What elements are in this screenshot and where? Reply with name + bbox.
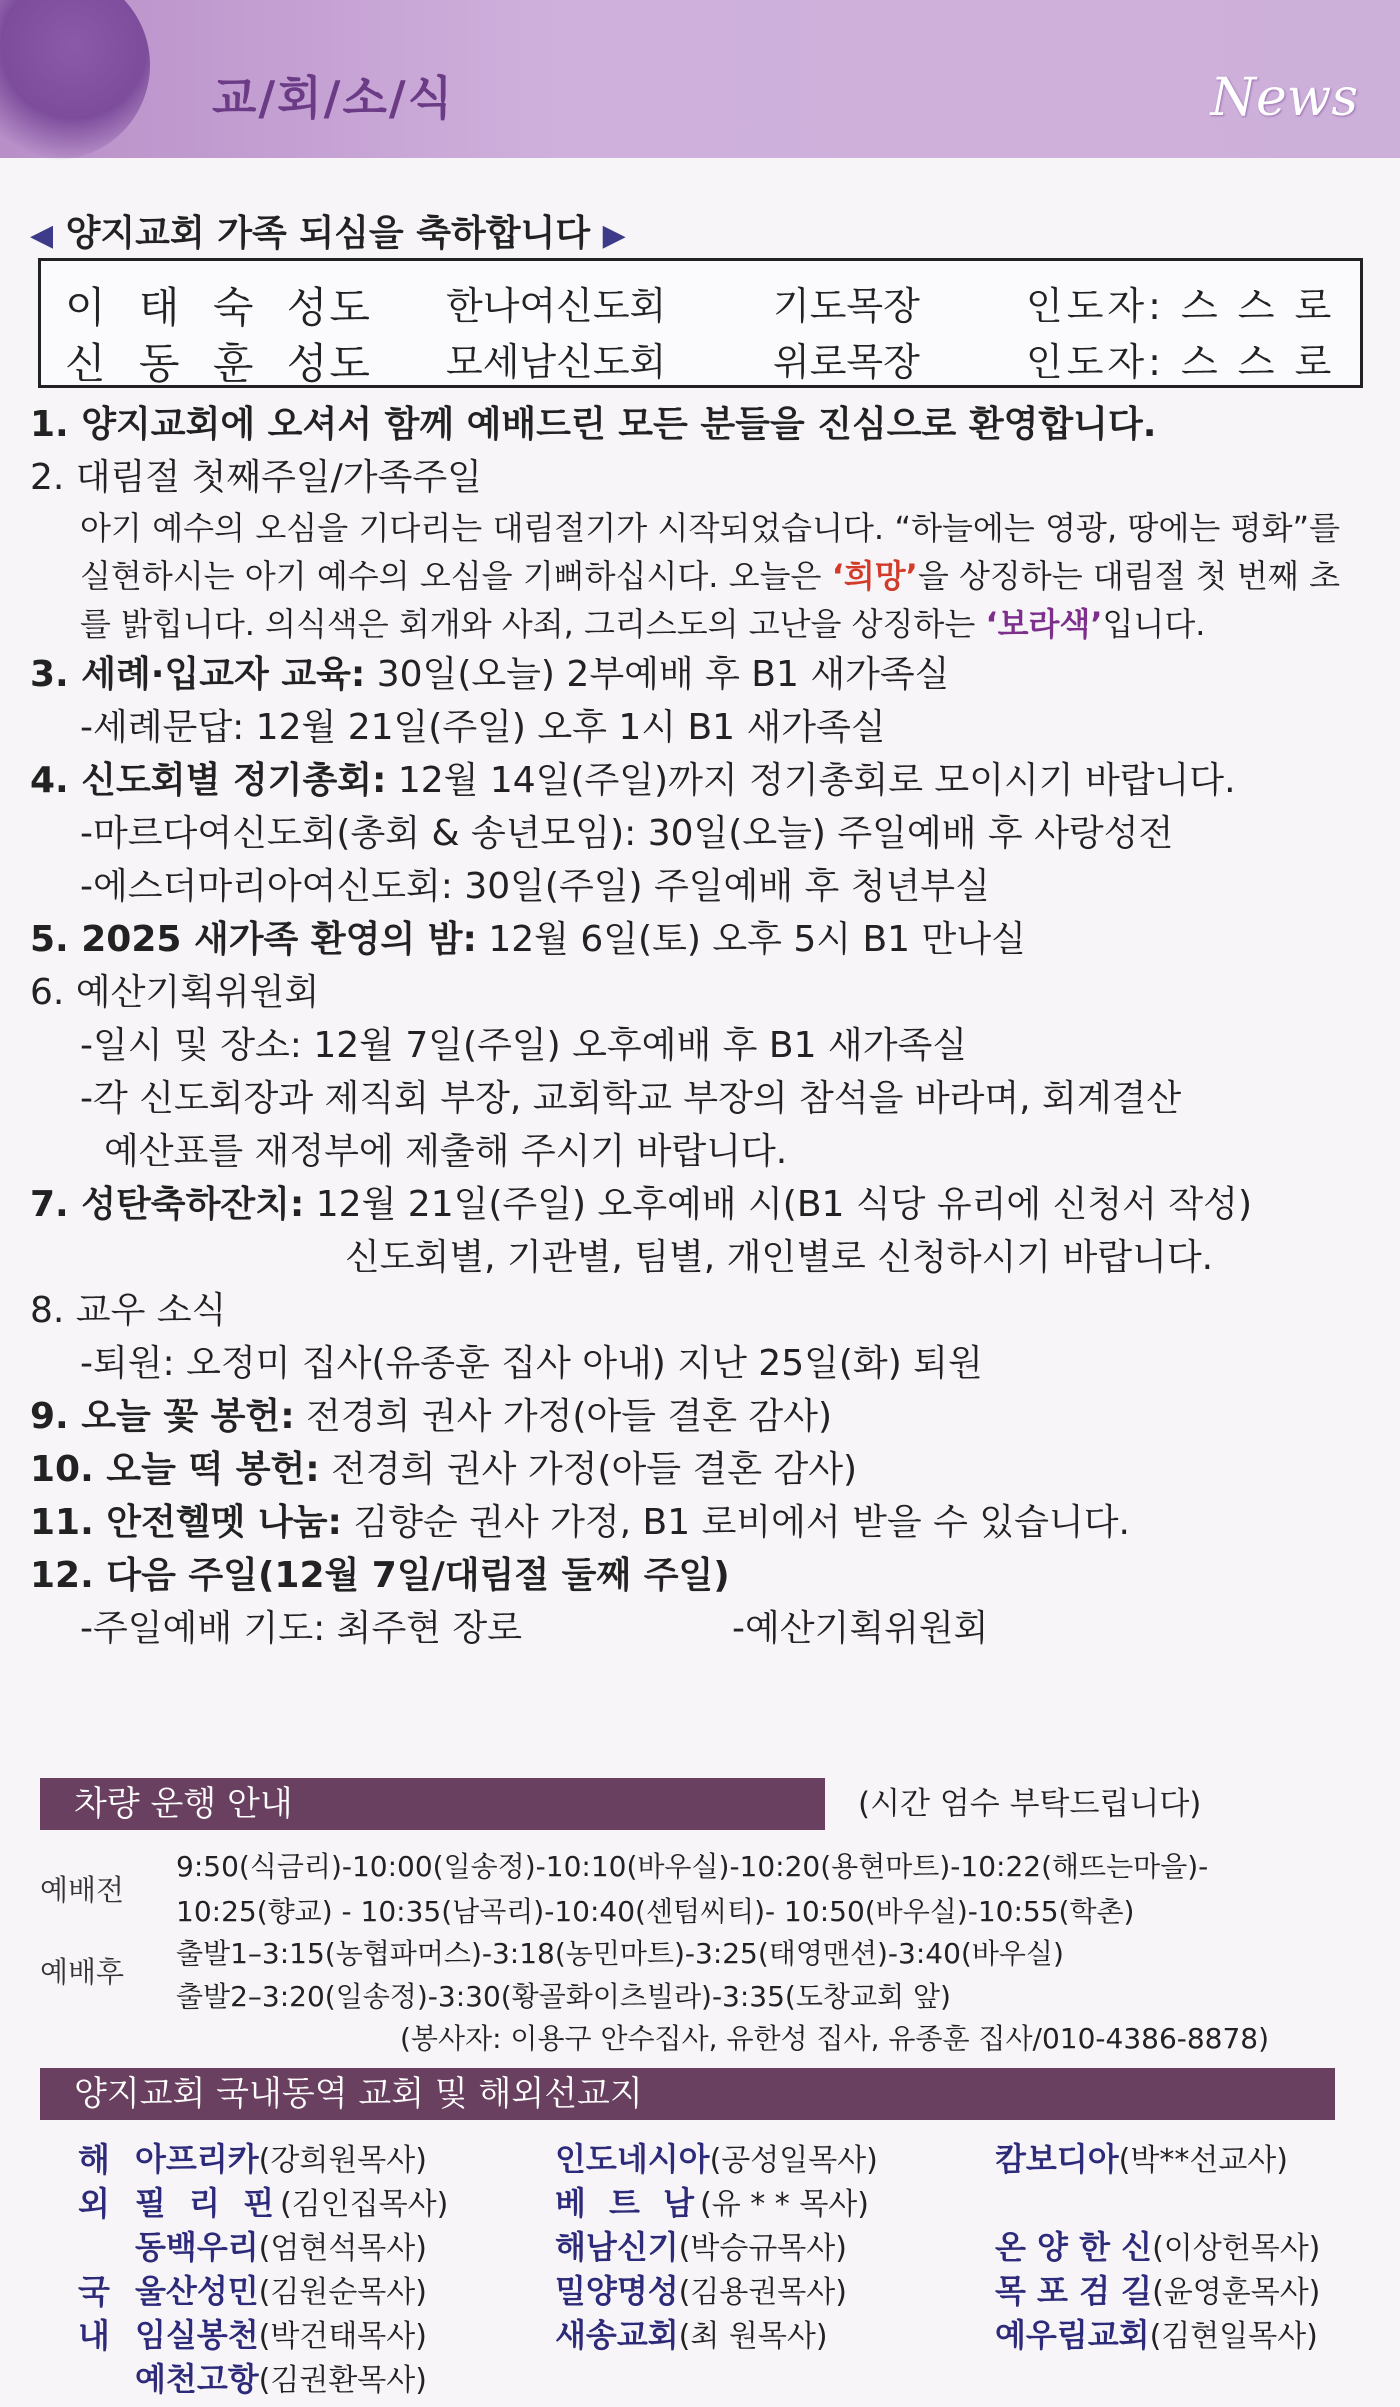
- member-group: 한나여신도회: [446, 284, 667, 328]
- mission-entry: 베 트 남(유 * * 목사): [555, 2184, 869, 2222]
- bus-section-title: 차량 운행 안내: [40, 1778, 825, 1830]
- announcement-3: 3. 세례·입교자 교육: 30일(오늘) 2부예배 후 B1 새가족실: [30, 654, 950, 695]
- hope-word: ‘희망’: [831, 557, 918, 595]
- mission-entry: 캄보디아(박**선교사): [995, 2140, 1288, 2178]
- news-label: News: [1210, 68, 1358, 128]
- member-row: [41, 275, 1360, 335]
- new-member-box: [38, 258, 1363, 388]
- announcement-7: 7. 성탄축하잔치: 12월 21일(주일) 오후예배 시(B1 식당 유리에 신청서 작성): [30, 1184, 1253, 1225]
- header-banner: [0, 0, 1400, 158]
- mission-entry: 예우림교회(김현일목사): [995, 2316, 1318, 2354]
- mission-entry: 해남신기(박승규목사): [555, 2228, 847, 2266]
- member-guide: 인도자: 스 스 로: [1026, 284, 1336, 328]
- mission-entry: 예천고항(김권환목사): [135, 2360, 427, 2398]
- announcement-12-title: 12. 다음 주일(12월 7일/대림절 둘째 주일): [30, 1555, 730, 1596]
- mission-entry: 인도네시아(공성일목사): [555, 2140, 878, 2178]
- welcome-heading: [30, 205, 626, 256]
- mission-entry: 온 양 한 신(이상헌목사): [995, 2228, 1321, 2266]
- mission-entry: 아프리카(강희원목사): [135, 2140, 427, 2178]
- announcement-3-sub: -세례문답: 12월 21일(주일) 오후 1시 B1 새가족실: [80, 707, 886, 748]
- announcement-11: 11. 안전헬멧 나눔: 김향순 권사 가정, B1 로비에서 받을 수 있습니다.: [30, 1502, 1130, 1543]
- announcement-4: 4. 신도회별 정기총회: 12월 14일(주일)까지 정기총회로 모이시기 바랍니다.: [30, 760, 1236, 801]
- announcement-list: [30, 398, 1370, 1655]
- announcement-8-title: 8. 교우 소식: [30, 1290, 227, 1331]
- member-name: 이 태 숙 성도: [65, 283, 372, 332]
- decorative-blob: [0, 0, 150, 160]
- member-group: 모세남신도회: [446, 340, 667, 384]
- mission-entry: 임실봉천(박건태목사): [135, 2316, 427, 2354]
- left-triangle-icon: ◀: [30, 218, 54, 253]
- purple-word: ‘보라색’: [985, 605, 1103, 643]
- mission-entry: 목 포 검 길(윤영훈목사): [995, 2272, 1321, 2310]
- announcement-10: 10. 오늘 떡 봉헌: 전경희 권사 가정(아들 결혼 감사): [30, 1449, 858, 1490]
- member-guide: 인도자: 스 스 로: [1026, 340, 1336, 384]
- announcement-1: 1. 양지교회에 오셔서 함께 예배드린 모든 분들을 진심으로 환영합니다.: [30, 404, 1157, 445]
- announcement-6-sub3: 예산표를 재정부에 제출해 주시기 바랍니다.: [104, 1131, 788, 1172]
- member-role: 기도목장: [773, 284, 920, 328]
- overseas-marker: 해: [78, 2140, 110, 2179]
- announcement-6-title: 6. 예산기획위원회: [30, 972, 320, 1013]
- bus-after-route-1: 출발1–3:15(농협파머스)-3:18(농민마트)-3:25(태영맨션)-3:40(바우실): [176, 1937, 1064, 1970]
- announcement-9: 9. 오늘 꽃 봉헌: 전경희 권사 가정(아들 결혼 감사): [30, 1396, 833, 1437]
- mission-entry: 동백우리(엄현석목사): [135, 2228, 427, 2266]
- domestic-marker: 내: [78, 2316, 110, 2355]
- announcement-6-sub2: -각 신도회장과 제직회 부장, 교회학교 부장의 참석을 바라며, 회계결산: [80, 1078, 1182, 1119]
- announcement-12-sub: -주일예배 기도: 최주현 장로 -예산기획위원회: [80, 1608, 989, 1649]
- bus-after-route-2: 출발2–3:20(일송정)-3:30(황골화이츠빌라)-3:35(도창교회 앞): [176, 1980, 951, 2013]
- announcement-5: 5. 2025 새가족 환영의 밤: 12월 6일(토) 오후 5시 B1 만나실: [30, 919, 1026, 960]
- bus-before-route-2: 10:25(향교) - 10:35(남곡리)-10:40(센텀씨티)- 10:50(바우실)-10:55(학촌): [176, 1895, 1135, 1928]
- mission-entry: 필 리 핀(김인집목사): [135, 2184, 449, 2222]
- member-name: 신 동 훈 성도: [65, 339, 372, 388]
- announcement-4-sub2: -에스더마리아여신도회: 30일(주일) 주일예배 후 청년부실: [80, 866, 990, 907]
- announcement-8-sub: -퇴원: 오정미 집사(유종훈 집사 아내) 지난 25일(화) 퇴원: [80, 1343, 983, 1384]
- domestic-marker: 국: [78, 2272, 110, 2311]
- announcement-2-title: 2. 대림절 첫째주일/가족주일: [30, 457, 482, 498]
- mission-entry: 밀양명성(김용권목사): [555, 2272, 847, 2310]
- announcement-2-body: 아기 예수의 오심을 기다리는 대림절기가 시작되었습니다. “하늘에는 영광, 땅에는 평화”를 실현하시는 아기 예수의 오심을 기뻐하십시다. 오늘은 ‘희망’을 상징하는 대림절 첫 번째 초를 밝힙니다. 의식색은 회개와 사죄, 그리스도의 고난을 상징하는 ‘보라색’입니다.: [80, 509, 1340, 643]
- bus-volunteers: (봉사자: 이용구 안수집사, 유한성 집사, 유종훈 집사/010-4386-8878): [400, 2022, 1270, 2055]
- announcement-6-sub1: -일시 및 장소: 12월 7일(주일) 오후예배 후 B1 새가족실: [80, 1025, 968, 1066]
- page-title: 교/회/소/식: [212, 71, 455, 125]
- mission-entry: 울산성민(김원순목사): [135, 2272, 427, 2310]
- bus-after-label: 예배후: [40, 1955, 125, 1989]
- bus-before-label: 예배전: [40, 1873, 125, 1907]
- announcement-4-sub1: -마르다여신도회(총회 & 송년모임): 30일(오늘) 주일예배 후 사랑성전: [80, 813, 1174, 854]
- mission-entry: 새송교회(최 원목사): [555, 2316, 828, 2354]
- member-role: 위로목장: [773, 340, 920, 384]
- bus-note: (시간 엄수 부탁드립니다): [858, 1786, 1202, 1822]
- right-triangle-icon: ▶: [602, 218, 626, 253]
- overseas-marker: 외: [78, 2184, 110, 2223]
- member-row: [41, 331, 1360, 391]
- bus-before-route-1: 9:50(식금리)-10:00(일송정)-10:10(바우실)-10:20(용현마트)-10:22(해뜨는마을)-: [176, 1850, 1209, 1883]
- welcome-heading-text: 양지교회 가족 되심을 축하합니다: [65, 213, 591, 254]
- announcement-7-sub: 신도회별, 기관별, 팀별, 개인별로 신청하시기 바랍니다.: [345, 1237, 1214, 1278]
- mission-section-title: 양지교회 국내동역 교회 및 해외선교지: [40, 2068, 1335, 2120]
